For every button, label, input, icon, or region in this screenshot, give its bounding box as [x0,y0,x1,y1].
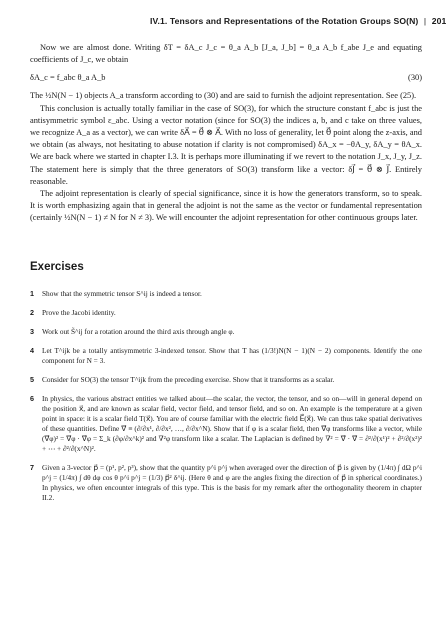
paragraph-3: This conclusion is actually totally familiar in the case of SO(3), for which the structure constant f_abc is just the antisymmetric symbol ε_abc. Using a vector notation (since for SO(3) the indices a, b, and c take on three values, we recognize A_a as a vector), we can write δA⃗ = θ⃗ ⊗ A⃗. With no loss of generality, let θ⃗ point along the z-axis, and we obtain (as always, not hesitating to abuse notation if clarity is not compromised) δA_x = −θA_y, δA_y = θA_x. We are back where we started in chapter I.3. It is perhaps more illuminating if we revert to the notation J_x, J_y, J_z. The statement here is simply that the three generators of SO(3) transform like a vector: δJ⃗ = θ⃗ ⊗ J⃗. Entirely reasonable. [30,103,422,186]
exercise-text: Consider for SO(3) the tensor T^ijk from the preceding exercise. Show that it transforms as a scalar. [42,374,335,384]
exercise-item [30,394,422,454]
exercise-text: Let T^ijk be a totally antisymmetric 3-indexed tensor. Show that T has (1/3!)N(N − 1)(N − 2) components. Identify the one component for N = 3. [42,345,422,365]
exercise-number: 1 [30,288,34,298]
exercise-item [30,463,422,503]
paragraph-1: Now we are almost done. Writing δT = δA_c J_c = θ_a A_b [J_a, J_b] = θ_a A_b f_abe J_e and equating coefficients of J_c, we obtain [30,43,422,65]
exercise-number: 3 [30,326,34,336]
header-separator: | [423,16,427,26]
exercise-text: Work out S̃^ij for a rotation around the third axis through angle φ. [42,326,235,336]
section-number: IV.1. [150,16,168,26]
exercises-heading: Exercises [30,260,84,273]
exercise-item [30,308,422,318]
exercise-number: 5 [30,374,34,384]
equation-30 [30,72,422,84]
exercise-item [30,289,422,299]
exercise-item [30,346,422,366]
exercise-text: In physics, the various abstract entities we talked about—the scalar, the vector, the tensor, and so on—will in general depend on the position x⃗, and are known as scalar field, vector field, and tensor field, and so on. An example is the temperature at a given point in space: it is a scalar field T(x⃗). You are of course familiar with the electric field E⃗(x⃗). We can thus take spatial derivatives of these quantities. Define ∇⃗ ≡ (∂/∂x¹, ∂/∂x², …, ∂/∂x^N). Show that if φ is a scalar field, then ∇⃗φ transforms like a vector, while (∇⃗φ)² = ∇⃗φ · ∇⃗φ = Σ_k (∂φ/∂x^k)² and ∇²φ transform like a scalar. The Laplacian is defined by ∇² = ∇⃗ · ∇⃗ = ∂²/∂(x¹)² + ∂²/∂(x²)² + ⋯ + ∂²/∂(x^N)². [42,393,422,453]
page-number: 201 [431,16,446,26]
paragraph-2: The ½N(N − 1) objects A_a transform according to (30) and are said to furnish the adjoint representation. See (25). [30,91,417,101]
page-body [30,42,422,512]
exercise-number: 2 [30,307,34,317]
exercise-number: 6 [30,393,34,403]
section-title: Tensors and Representations of the Rotation Groups SO(N) [169,16,419,26]
equation-text: δA_c = f_abc θ_a A_b [30,73,106,83]
exercise-text: Show that the symmetric tensor S^ij is indeed a tensor. [42,288,202,298]
running-head [150,16,446,26]
exercise-text: Prove the Jacobi identity. [42,307,116,317]
exercise-item [30,327,422,337]
exercise-number: 7 [30,462,34,472]
exercise-text: Given a 3-vector p⃗ = (p¹, p², p³), show that the quantity p^i p^j when averaged over the direction of p⃗ is given by (1/4π) ∫ dΩ p^i p^j = (1/4π) ∫ dθ dφ cos θ p^i p^j = (1/3) p⃗² δ^ij. (Here θ and φ are the angles fixing the direction of p⃗ in spherical coordinates.) In physics, we often encounter integrals of this type. This is the basis for my remark after the orthogonality theorem in chapter II.2. [42,462,422,502]
equation-number: (30) [408,73,422,83]
exercise-item [30,375,422,385]
exercise-number: 4 [30,345,34,355]
paragraph-4: The adjoint representation is clearly of special significance, since it is how the generators transform, so to speak. It is worth emphasizing again that in general the adjoint is not the same as the vector or fundamental representation (certainly ½N(N − 1) ≠ N for N ≠ 3). We will encounter the adjoint representation for other continuous groups later. [30,189,422,223]
